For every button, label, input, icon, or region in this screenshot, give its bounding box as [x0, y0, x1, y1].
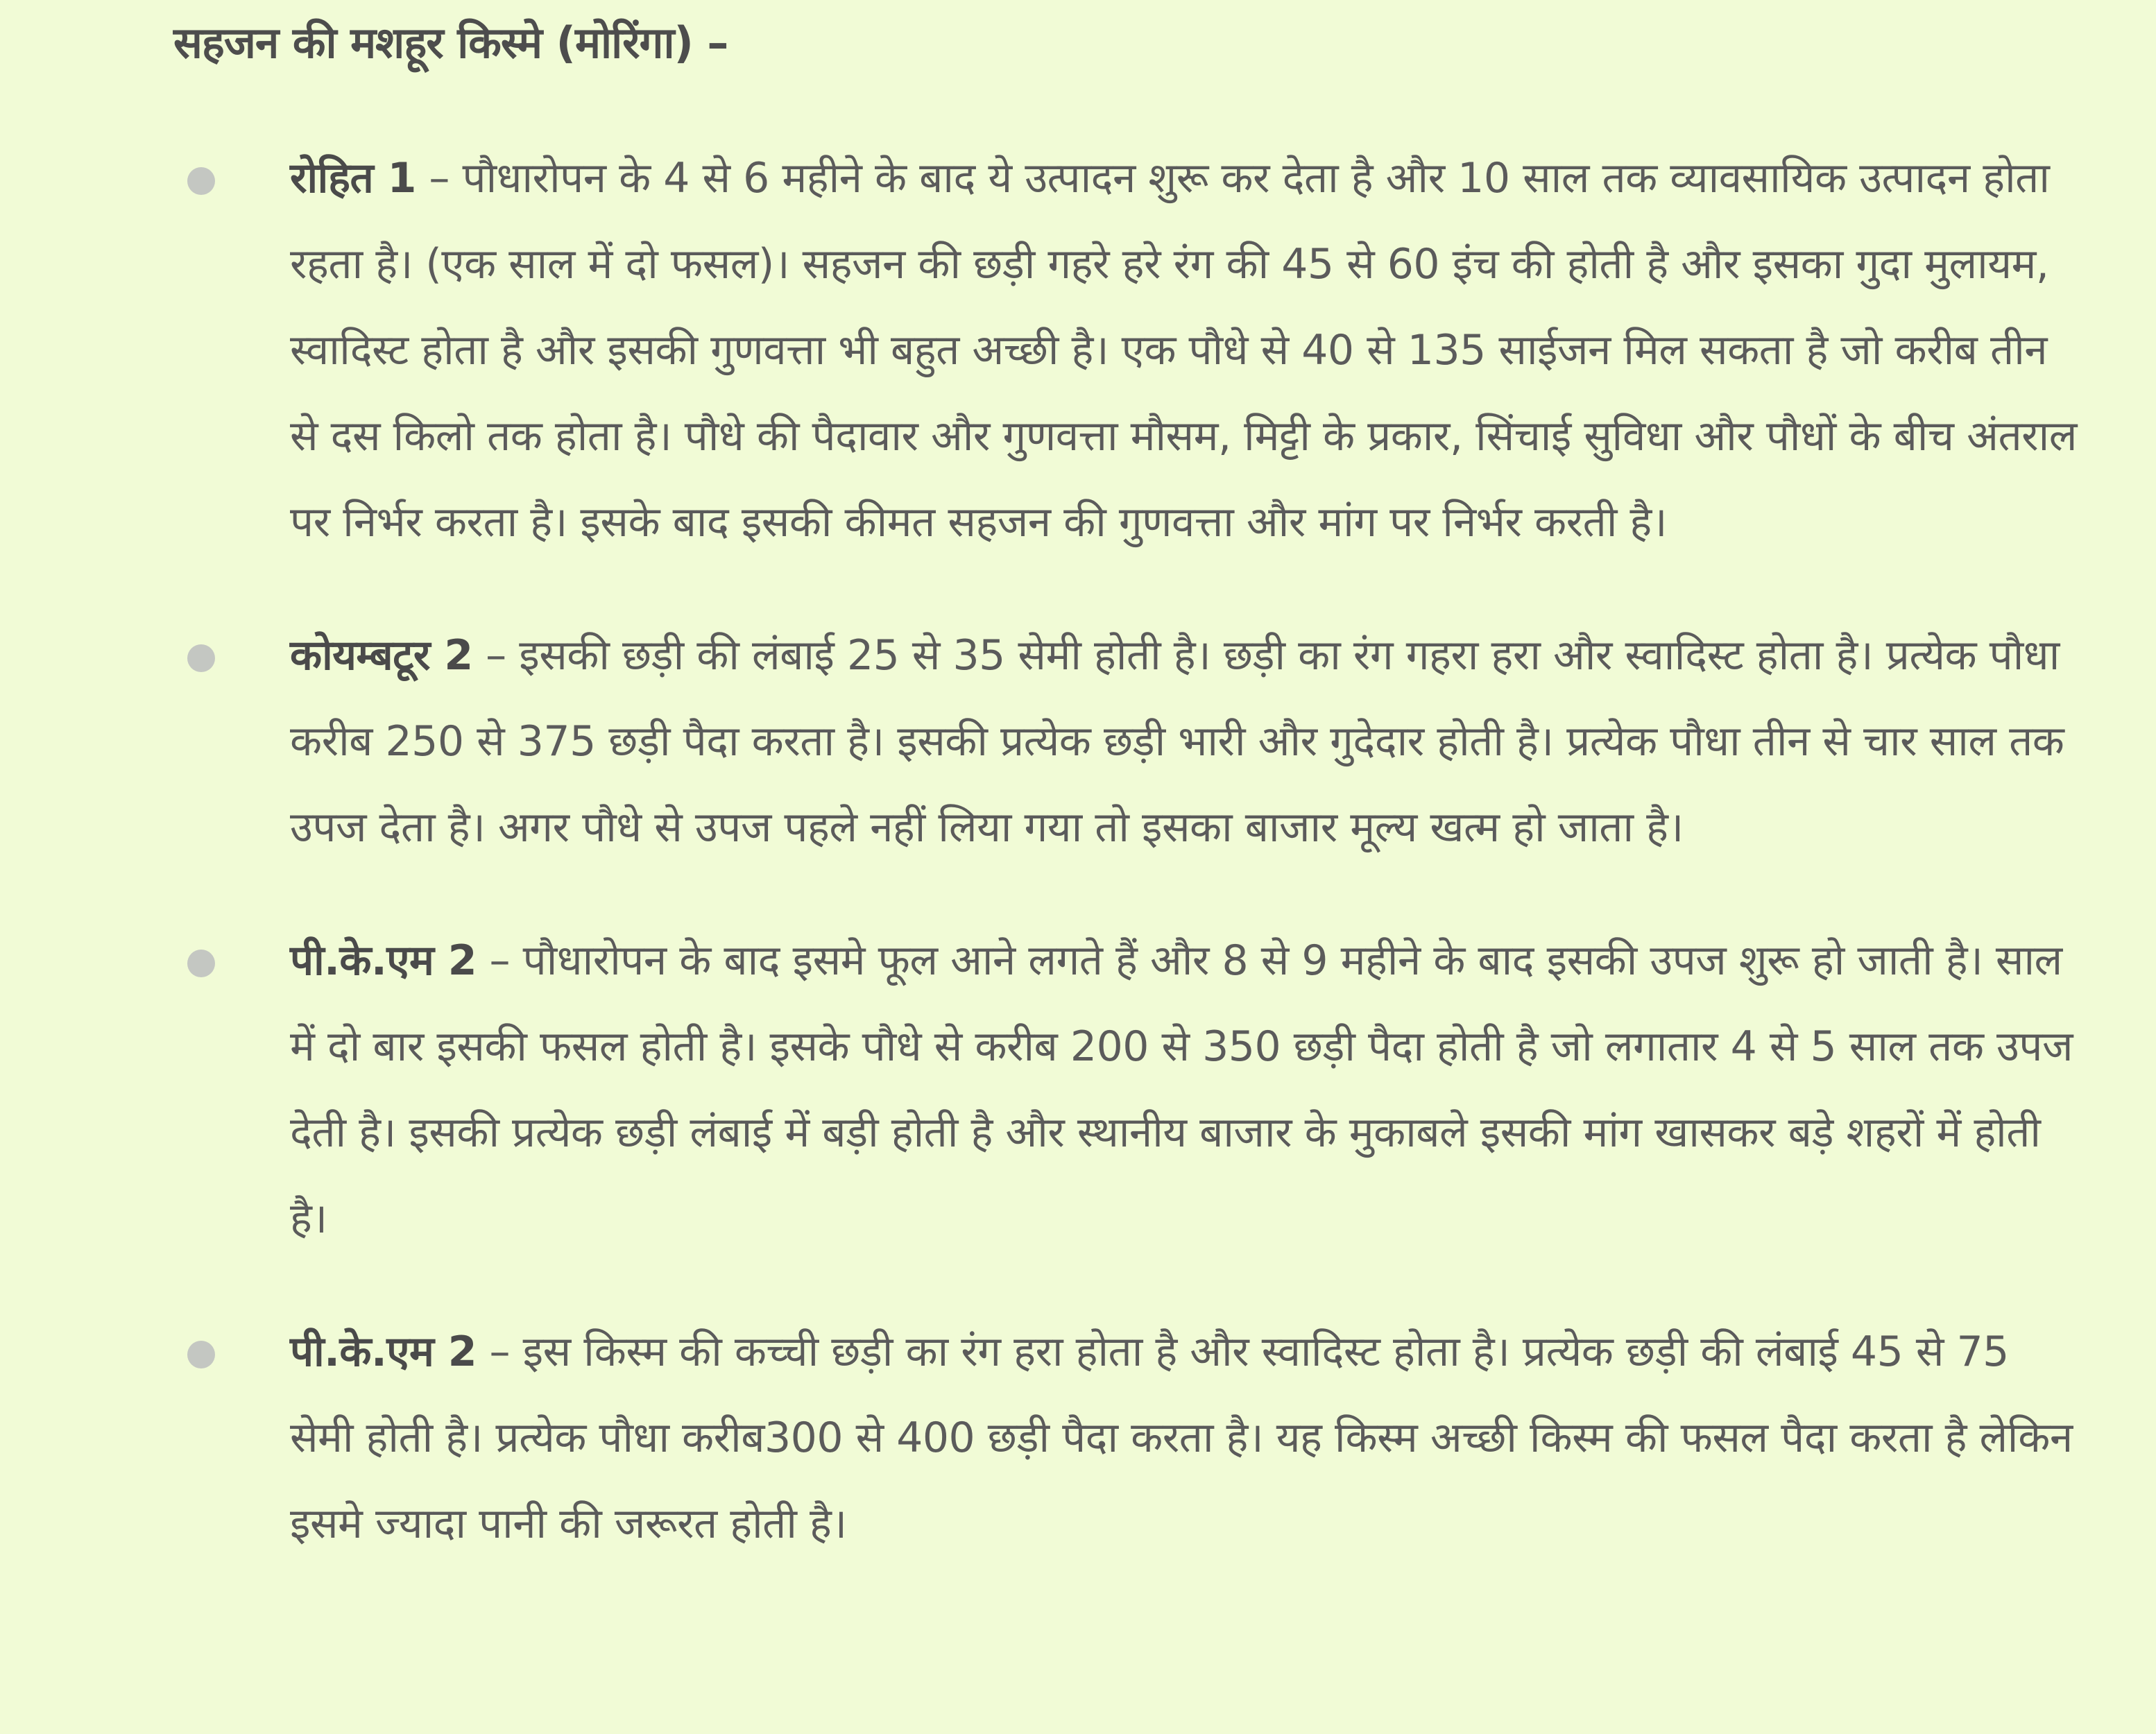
- list-item: [173, 1309, 2081, 1567]
- variety-description: इस किस्म की कच्ची छड़ी का रंग हरा होता है और स्वादिस्ट होता है। प्रत्येक छड़ी की लंबाई 45 से 75 सेमी होती है। प्रत्येक पौधा करीब300 से 400 छड़ी पैदा करता है। यह किस्म अच्छी किस्म की फसल पैदा करता है लेकिन इसमे ज्यादा पानी की जरूरत होती है।: [290, 1328, 2073, 1548]
- section-heading: सहजन की मशहूर किस्मे (मोरिंगा) –: [173, 17, 728, 68]
- variety-list: [173, 135, 2081, 1614]
- separator-dash: –: [476, 1328, 523, 1376]
- bullet-icon: [187, 167, 215, 195]
- list-item: [173, 135, 2081, 565]
- bullet-icon: [187, 1341, 215, 1368]
- list-item: [173, 918, 2081, 1262]
- variety-name: पी.के.एम 2: [290, 1328, 477, 1376]
- variety-name: कोयम्बटूर 2: [290, 631, 473, 680]
- separator-dash: –: [476, 936, 523, 985]
- bullet-icon: [187, 644, 215, 672]
- separator-dash: –: [472, 631, 520, 680]
- variety-name: रोहित 1: [290, 154, 416, 203]
- separator-dash: –: [416, 154, 463, 203]
- variety-description: पौधारोपन के बाद इसमे फूल आने लगते हैं और 8 से 9 महीने के बाद इसकी उपज शुरू हो जाती है। साल में दो बार इसकी फसल होती है। इसके पौधे से करीब 200 से 350 छड़ी पैदा होती है जो लगातार 4 से 5 साल तक उपज देती है। इसकी प्रत्येक छड़ी लंबाई में बड़ी होती है और स्थानीय बाजार के मुकाबले इसकी मांग खासकर बड़े शहरों में होती है।: [290, 936, 2073, 1243]
- list-item: [173, 612, 2081, 870]
- variety-description: इसकी छड़ी की लंबाई 25 से 35 सेमी होती है। छड़ी का रंग गहरा हरा और स्वादिस्ट होता है। प्रत्येक पौधा करीब 250 से 375 छड़ी पैदा करता है। इसकी प्रत्येक छड़ी भारी और गुदेदार होती है। प्रत्येक पौधा तीन से चार साल तक उपज देता है। अगर पौधे से उपज पहले नहीं लिया गया तो इसका बाजार मूल्य खत्म हो जाता है।: [290, 631, 2064, 852]
- variety-description: पौधारोपन के 4 से 6 महीने के बाद ये उत्पादन शुरू कर देता है और 10 साल तक व्यावसायिक उत्पादन होता रहता है। (एक साल में दो फसल)। सहजन की छड़ी गहरे हरे रंग की 45 से 60 इंच की होती है और इसका गुदा मुलायम, स्वादिस्ट होता है और इसकी गुणवत्ता भी बहुत अच्छी है। एक पौधे से 40 से 135 साईजन मिल सकता है जो करीब तीन से दस किलो तक होता है। पौधे की पैदावार और गुणवत्ता मौसम, मिट्टी के प्रकार, सिंचाई सुविधा और पौधों के बीच अंतराल पर निर्भर करता है। इसके बाद इसकी कीमत सहजन की गुणवत्ता और मांग पर निर्भर करती है।: [290, 154, 2077, 547]
- bullet-icon: [187, 950, 215, 977]
- variety-name: पी.के.एम 2: [290, 936, 477, 985]
